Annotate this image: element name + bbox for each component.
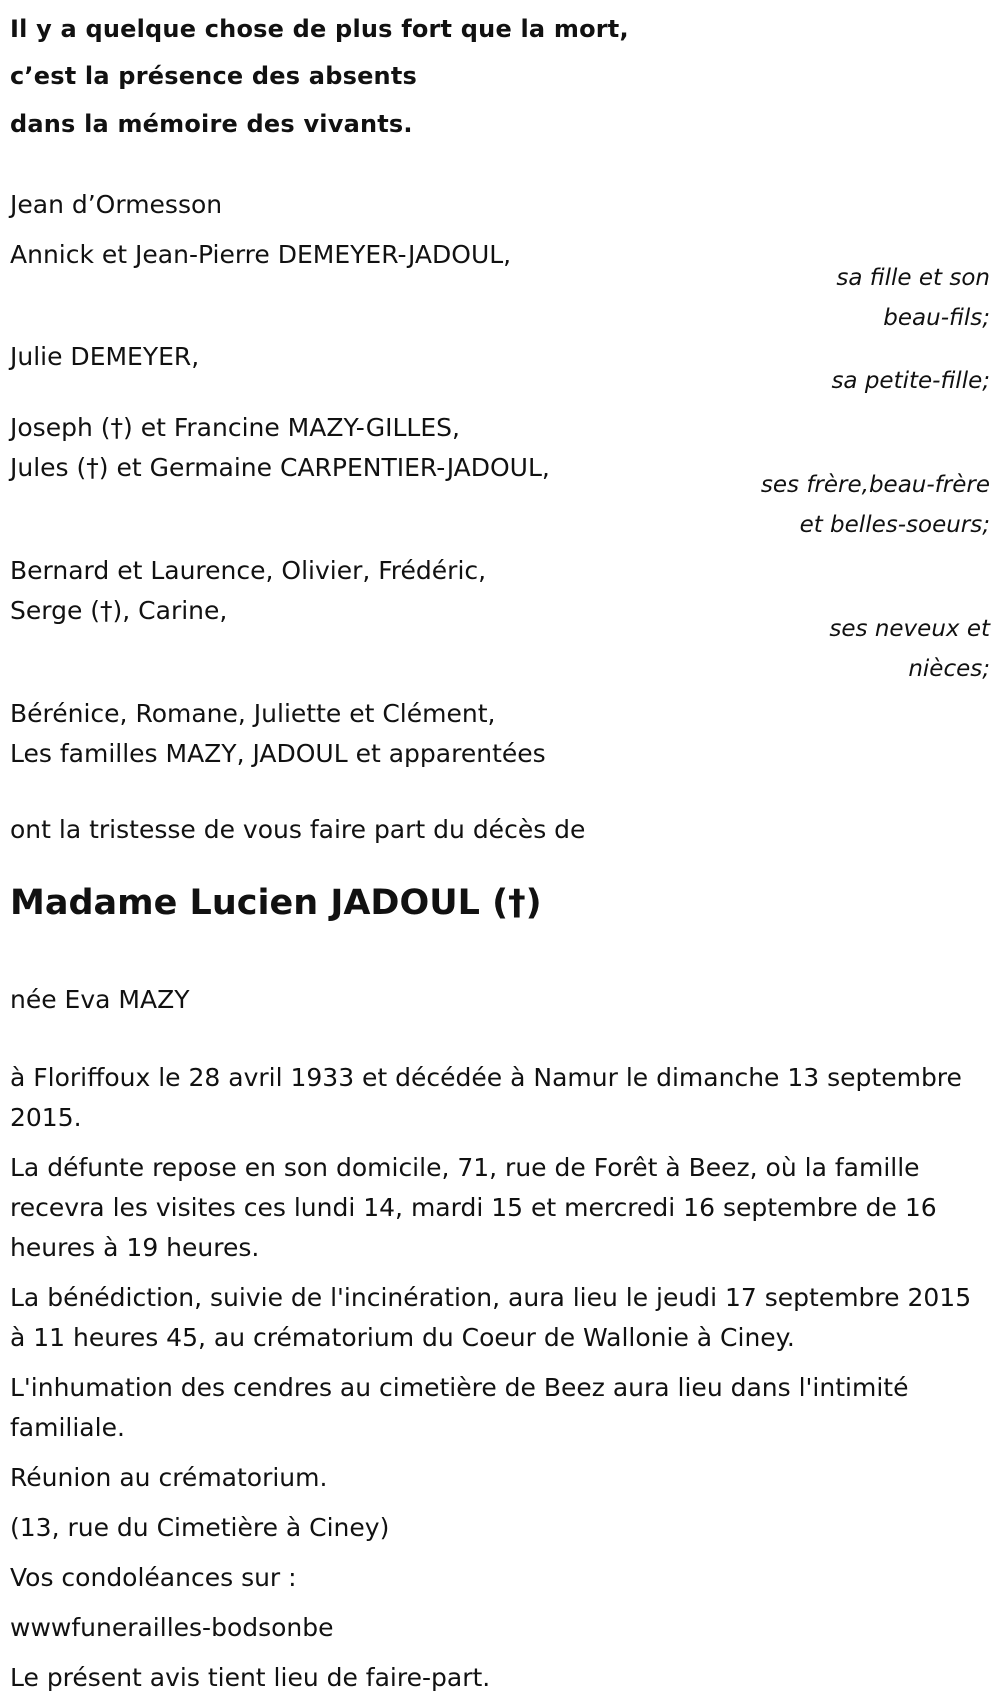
quote-line-1: Il y a quelque chose de plus fort que la mort,	[10, 15, 629, 43]
siblings-line-1: Joseph (†) et Francine MAZY-GILLES,	[10, 413, 460, 442]
nephews-line-2: Serge (†), Carine,	[10, 596, 228, 625]
daughter-names: Annick et Jean-Pierre DEMEYER-JADOUL,	[10, 240, 512, 269]
nephews-relation-1: ses neveux et	[829, 616, 990, 642]
condolences-label: Vos condoléances sur :	[10, 1563, 297, 1592]
meeting-address: (13, rue du Cimetière à Ciney)	[10, 1513, 390, 1542]
daughter-relation-2: beau-fils;	[883, 305, 990, 331]
granddaughter-name: Julie DEMEYER,	[10, 342, 200, 371]
daughter-relation-1: sa fille et son	[836, 265, 990, 291]
announcement-intro: ont la tristesse de vous faire part du décès de	[10, 815, 586, 844]
nephews-relation-2: nièces;	[908, 656, 990, 682]
meeting-text: Réunion au crématorium.	[10, 1463, 328, 1492]
siblings-relation-1: ses frère,beau-frère	[760, 472, 990, 498]
siblings-relation-2: et belles-soeurs;	[799, 512, 990, 538]
ceremony-details: La bénédiction, suivie de l'incinération, aura lieu le jeudi 17 septembre 2015 à 11 heures 45, au crématorium du Coeur de Wallonie à Ciney.	[10, 1283, 972, 1352]
others-line-1: Bérénice, Romane, Juliette et Clément,	[10, 699, 496, 728]
birth-death-details: à Floriffoux le 28 avril 1933 et décédée à Namur le dimanche 13 septembre 2015.	[10, 1063, 962, 1132]
granddaughter-relation: sa petite-fille;	[831, 368, 990, 394]
visitation-details: La défunte repose en son domicile, 71, rue de Forêt à Beez, où la famille recevra les visites ces lundi 14, mardi 15 et mercredi 16 septembre de 16 heures à 19 heures.	[10, 1153, 937, 1262]
maiden-name: née Eva MAZY	[10, 985, 190, 1014]
deceased-name: Madame Lucien JADOUL (†)	[10, 883, 542, 923]
quote-line-3: dans la mémoire des vivants.	[10, 110, 413, 138]
nephews-line-1: Bernard et Laurence, Olivier, Frédéric,	[10, 556, 487, 585]
others-line-2: Les familles MAZY, JADOUL et apparentées	[10, 739, 546, 768]
quote-author: Jean d’Ormesson	[10, 190, 223, 219]
quote-line-2: c’est la présence des absents	[10, 62, 417, 90]
condolences-site: wwwfunerailles-bodsonbe	[10, 1613, 334, 1642]
siblings-line-2: Jules (†) et Germaine CARPENTIER-JADOUL,	[10, 453, 550, 482]
burial-details: L'inhumation des cendres au cimetière de Beez aura lieu dans l'intimité familiale.	[10, 1373, 909, 1442]
closing-text: Le présent avis tient lieu de faire-part.	[10, 1663, 491, 1692]
